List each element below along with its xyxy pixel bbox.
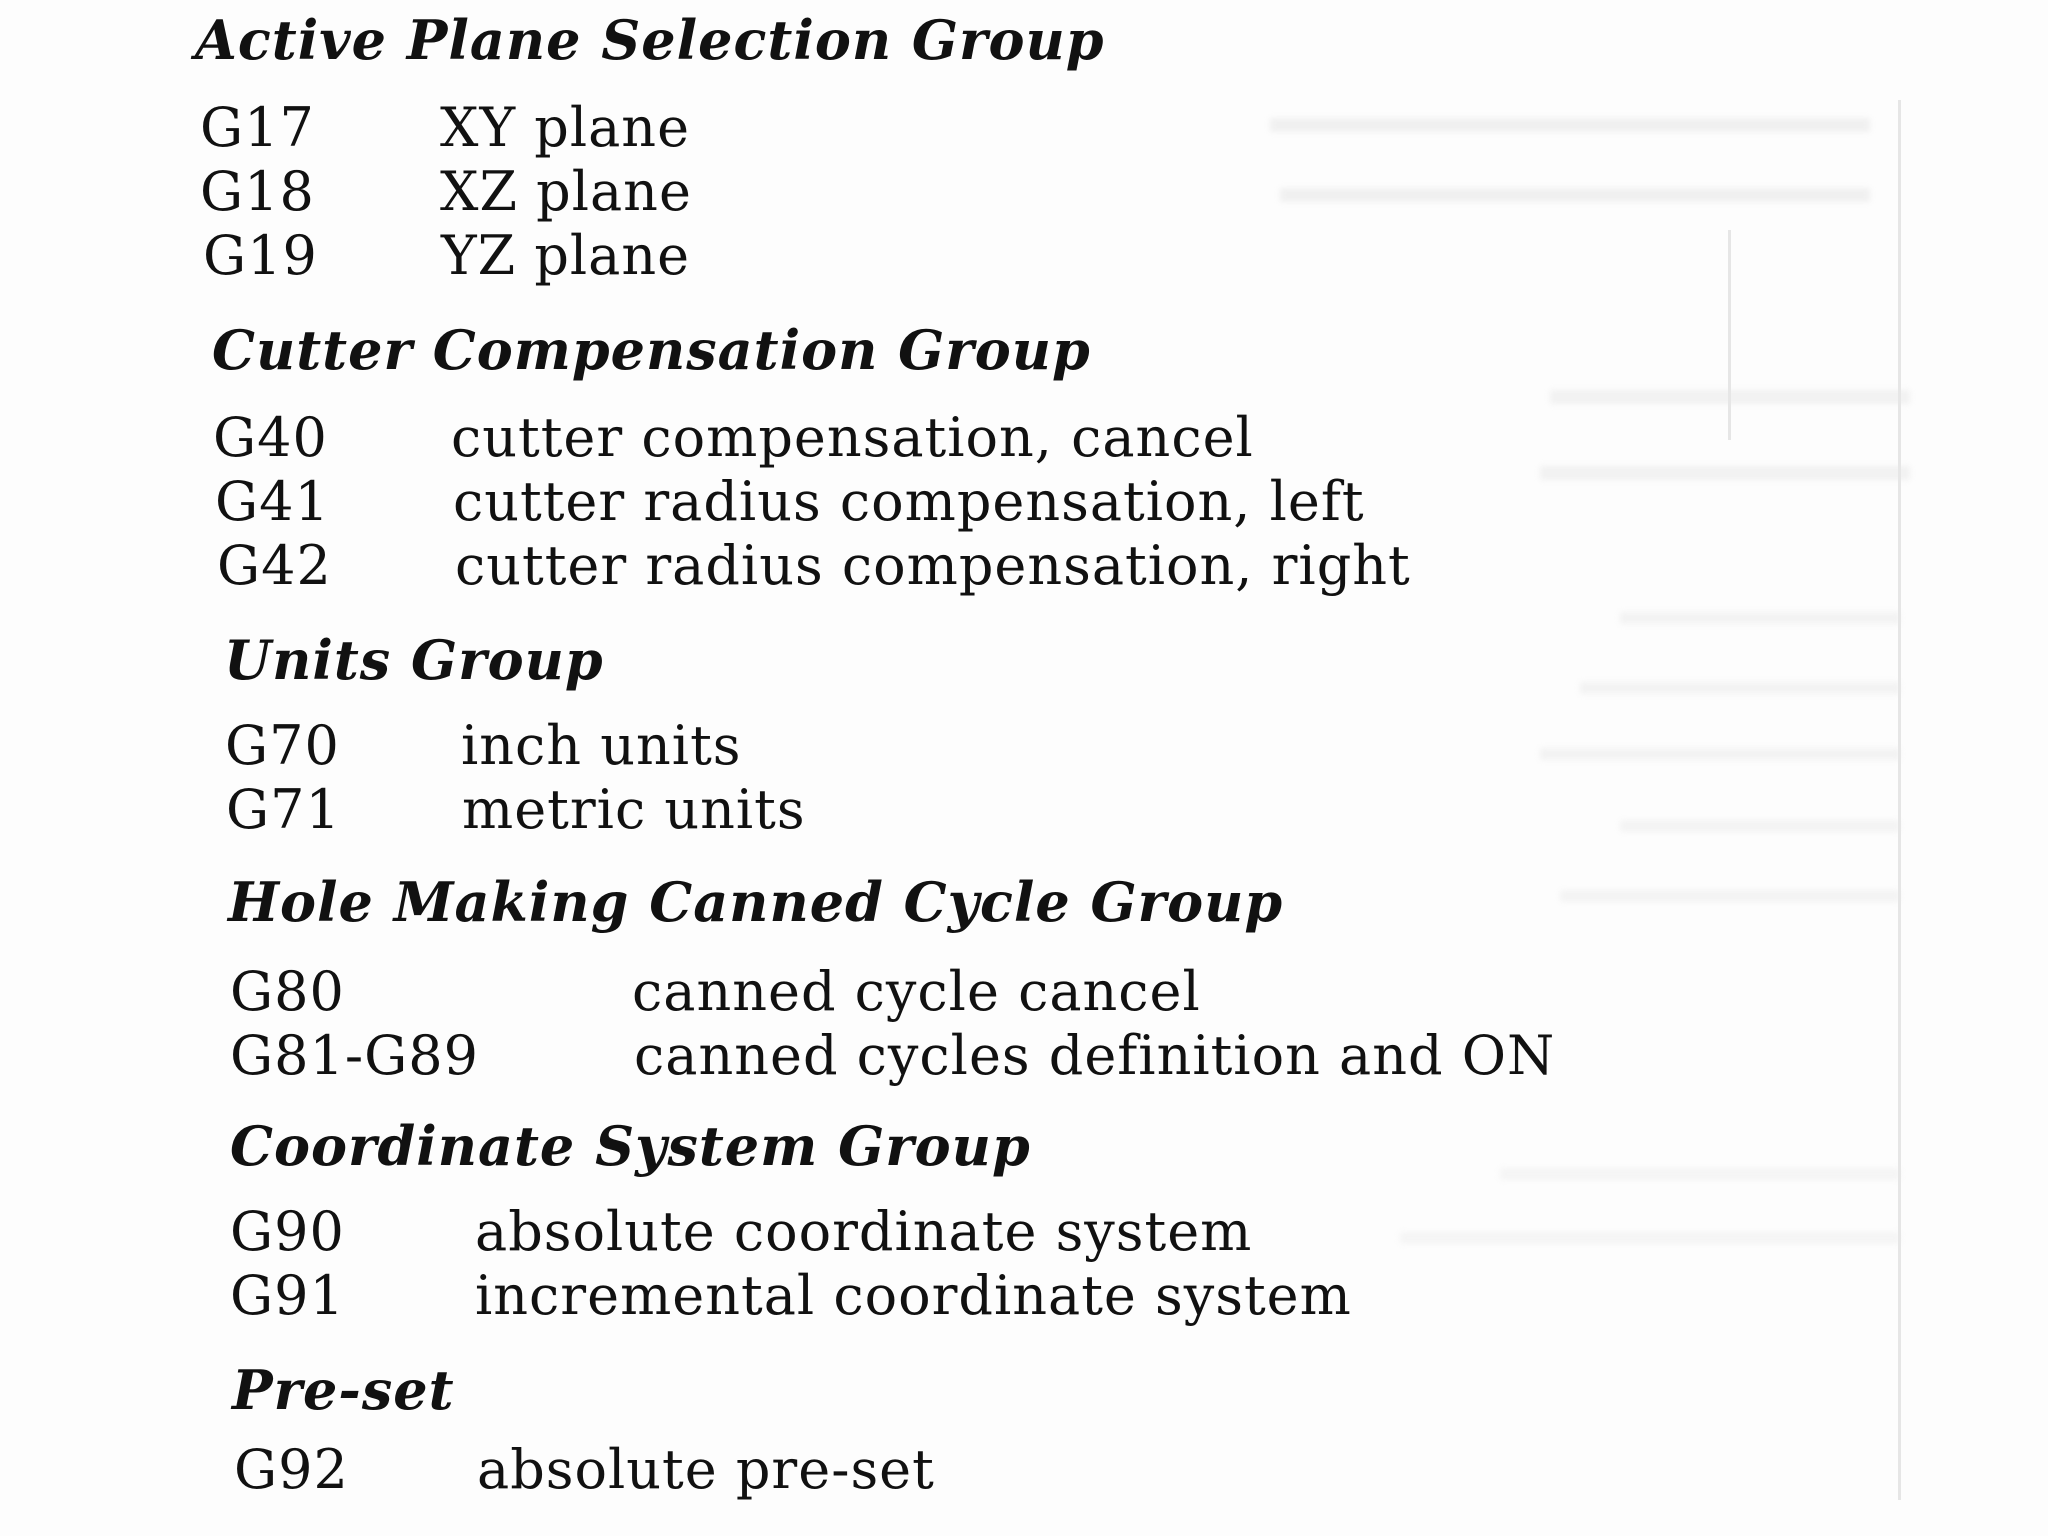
gcode-description: XZ plane bbox=[440, 160, 692, 223]
bleed-through-mark bbox=[1550, 390, 1910, 404]
bleed-through-rule bbox=[1728, 230, 1731, 440]
section-heading-cutter-compensation: Cutter Compensation Group bbox=[212, 318, 1091, 382]
section-heading-hole-making: Hole Making Canned Cycle Group bbox=[228, 870, 1284, 934]
section-heading-pre-set: Pre-set bbox=[232, 1358, 455, 1422]
gcode-label: G92 bbox=[234, 1438, 349, 1501]
bleed-through-mark bbox=[1620, 820, 1900, 832]
gcode-label: G81-G89 bbox=[230, 1024, 479, 1087]
section-heading-units: Units Group bbox=[224, 628, 604, 692]
gcode-label: G41 bbox=[215, 470, 330, 533]
gcode-description: incremental coordinate system bbox=[475, 1264, 1352, 1327]
bleed-through-rule bbox=[1898, 100, 1901, 1500]
gcode-description: YZ plane bbox=[441, 224, 691, 287]
bleed-through-mark bbox=[1400, 1232, 1900, 1244]
gcode-label: G42 bbox=[217, 534, 332, 597]
bleed-through-mark bbox=[1580, 682, 1900, 694]
gcode-description: cutter compensation, cancel bbox=[451, 406, 1254, 469]
gcode-description: cutter radius compensation, left bbox=[453, 470, 1365, 533]
gcode-label: G18 bbox=[200, 160, 315, 223]
gcode-label: G19 bbox=[203, 224, 318, 287]
bleed-through-mark bbox=[1540, 466, 1910, 480]
gcode-description: canned cycle cancel bbox=[632, 960, 1201, 1023]
gcode-description: canned cycles definition and ON bbox=[634, 1024, 1556, 1087]
bleed-through-mark bbox=[1620, 612, 1900, 624]
gcode-label: G91 bbox=[230, 1264, 345, 1327]
bleed-through-mark bbox=[1280, 188, 1870, 202]
bleed-through-mark bbox=[1500, 1168, 1900, 1180]
gcode-label: G71 bbox=[226, 778, 341, 841]
gcode-description: inch units bbox=[461, 714, 742, 777]
gcode-description: absolute pre-set bbox=[477, 1438, 935, 1501]
gcode-label: G70 bbox=[225, 714, 340, 777]
section-heading-active-plane: Active Plane Selection Group bbox=[195, 8, 1105, 72]
gcode-label: G90 bbox=[230, 1200, 345, 1263]
bleed-through-mark bbox=[1560, 890, 1900, 902]
gcode-description: XY plane bbox=[440, 96, 691, 159]
bleed-through-mark bbox=[1540, 748, 1900, 760]
section-heading-coordinate-system: Coordinate System Group bbox=[230, 1114, 1031, 1178]
gcode-description: cutter radius compensation, right bbox=[455, 534, 1411, 597]
gcode-label: G40 bbox=[213, 406, 328, 469]
gcode-description: absolute coordinate system bbox=[475, 1200, 1253, 1263]
gcode-label: G80 bbox=[230, 960, 345, 1023]
gcode-description: metric units bbox=[462, 778, 806, 841]
bleed-through-mark bbox=[1270, 118, 1870, 132]
gcode-label: G17 bbox=[200, 96, 315, 159]
